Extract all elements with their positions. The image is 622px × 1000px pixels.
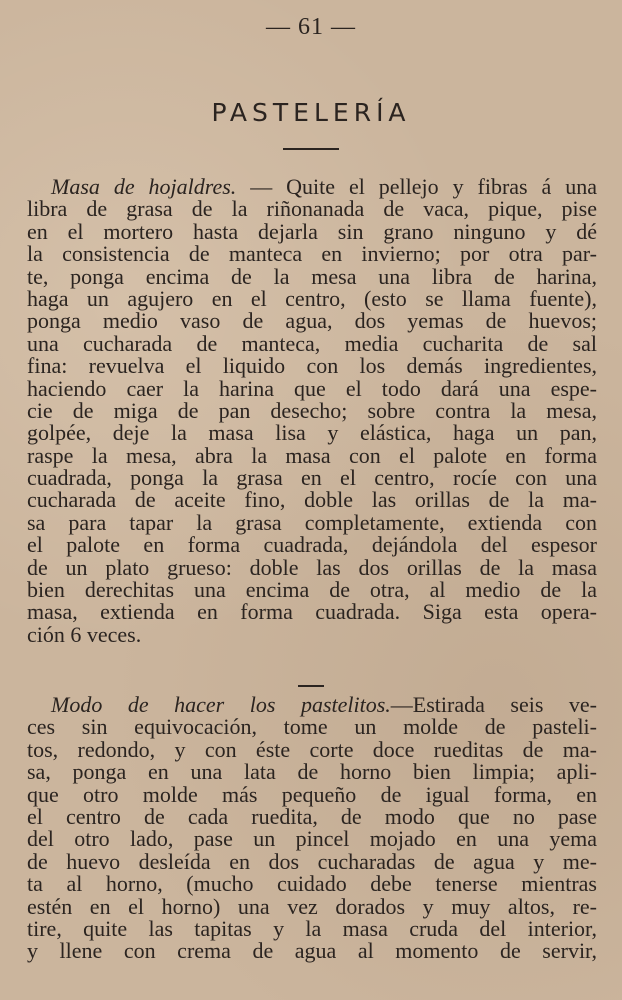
recipe-line: haciendo caer la harina que el todo dará una espe- [27,375,597,401]
recipe-line: tire, quite las tapitas y la masa cruda del interior, [27,915,597,941]
recipe-line: que otro molde más pequeño de igual forma, en [27,781,597,807]
recipe-line: sa para tapar la grasa completamente, extienda con [27,509,597,535]
recipe-line: tos, redondo, y con éste corte doce rueditas de ma- [27,736,597,762]
recipe-modo-de-hacer-los-pastelitos [27,694,597,963]
recipe-line: cuadrada, ponga la grasa en el centro, rocíe con una [27,465,597,491]
recipe-line: ces sin equivocación, tome un molde de pasteli- [27,714,597,740]
recipe-line: haga un agujero en el centro, (esto se llama fuente), [27,285,597,311]
title-divider [283,148,339,150]
recipe-line-text: —Estirada seis ve- [390,692,597,717]
recipe-line: fina: revuelva el liquido con los demás ingredientes, [27,353,597,379]
recipe-line: ción 6 veces. [27,621,142,647]
recipe-line: en el mortero hasta dejarla sin grano ninguno y dé [27,218,597,244]
recipe-line: una cucharada de manteca, media cucharita de sal [27,330,597,356]
section-divider [298,685,324,687]
recipe-line: cucharada de aceite fino, doble las orillas de la ma- [27,487,597,513]
recipe-line [27,176,597,198]
recipe-line: del otro lado, pase un pincel mojado en una yema [27,826,597,852]
recipe-heading: Masa de hojaldres. [51,174,237,199]
page-number: — 61 — [266,14,356,40]
recipe-line: golpée, deje la masa lisa y elástica, haga un pan, [27,420,597,446]
recipe-line: sa, ponga en una lata de horno bien limpia; apli- [27,759,597,785]
recipe-line: raspe la mesa, abra la masa con el palote en forma [27,442,597,468]
recipe-line: masa, extienda en forma cuadrada. Siga esta opera- [27,599,597,625]
recipe-line: de huevo desleída en dos cucharadas de agua y me- [27,848,597,874]
recipe-line: te, ponga encima de la mesa una libra de harina, [27,263,597,289]
recipe-line: de un plato grueso: doble las dos orillas de la masa [27,554,597,580]
recipe-heading: Modo de hacer los pastelitos. [51,692,391,717]
recipe-masa-de-hojaldres [27,176,597,646]
recipe-line: la consistencia de manteca en invierno; por otra par- [27,241,597,267]
recipe-line-text: — Quite el pellejo y fibras á una [236,174,597,199]
recipe-line: bien derechitas una encima de otra, al medio de la [27,577,597,603]
recipe-line: cie de miga de pan desecho; sobre contra la mesa, [27,397,597,423]
recipe-line: libra de grasa de la riñonanada de vaca, pique, pise [27,196,597,222]
recipe-line: el palote en forma cuadrada, dejándola del espesor [27,532,597,558]
recipe-line: estén en el horno) una vez dorados y muy altos, re- [27,893,597,919]
recipe-line: el centro de cada ruedita, de modo que no pase [27,803,597,829]
recipe-line: ponga medio vaso de agua, dos yemas de huevos; [27,308,597,334]
recipe-line [27,694,597,716]
recipe-line: ta al horno, (mucho cuidado debe tenerse mientras [27,871,597,897]
recipe-line: y llene con crema de agua al momento de servir, [27,938,597,964]
section-title: PASTELERÍA [211,98,411,127]
